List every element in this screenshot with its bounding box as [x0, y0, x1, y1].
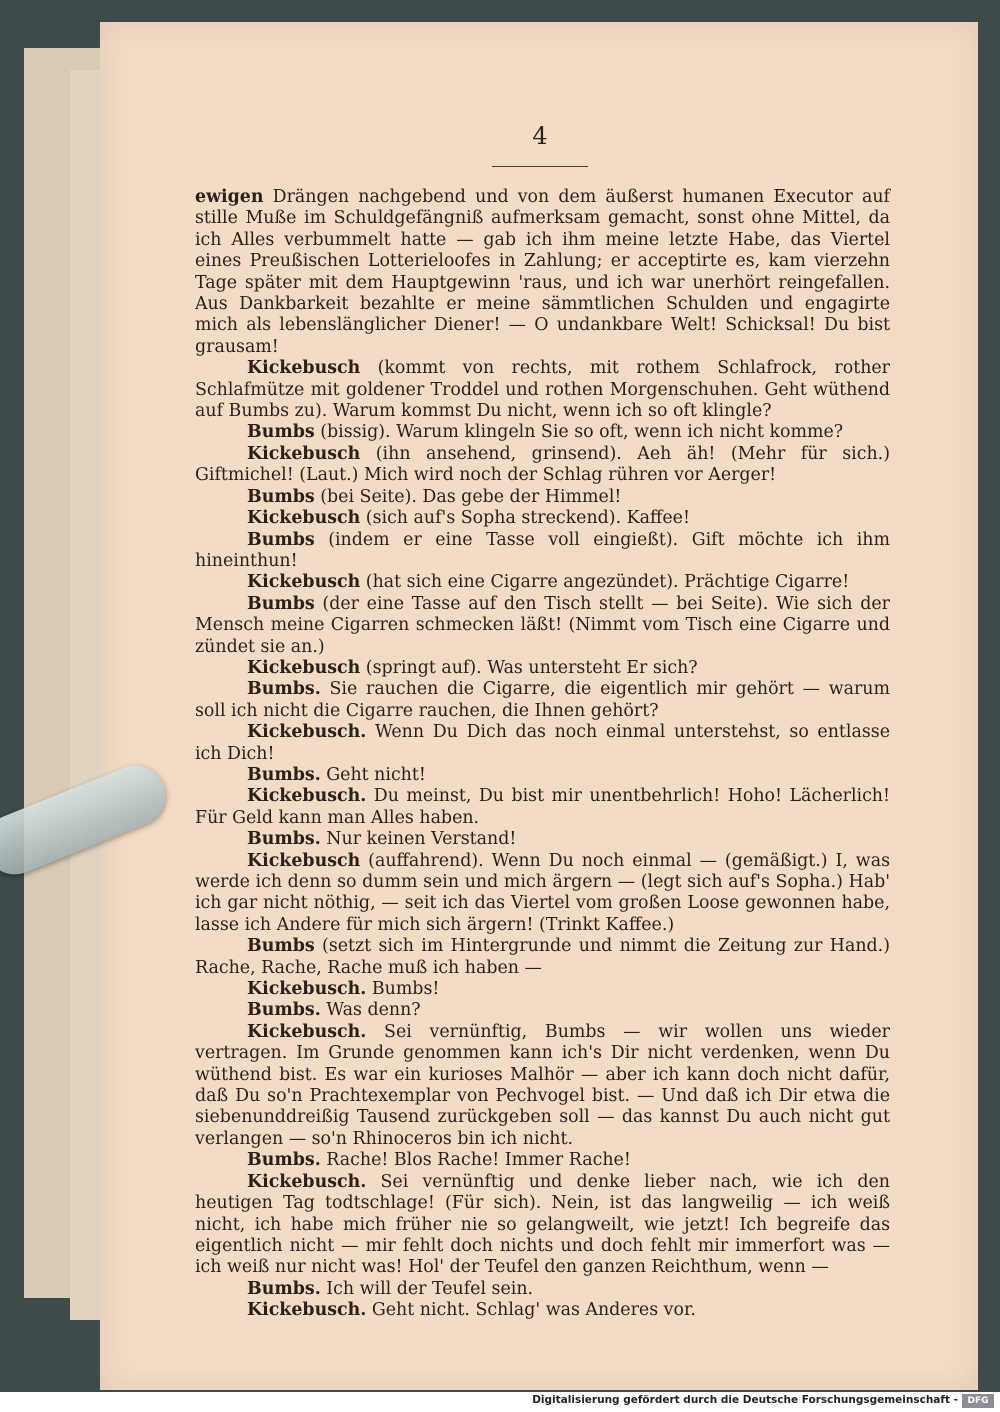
dialogue-paragraph [195, 444, 890, 487]
dialogue-paragraph [195, 658, 890, 679]
funding-notice: Digitalisierung gefördert durch die Deutsche Forschungsgemeinschaft - [532, 1394, 958, 1406]
speaker-name: Bumbs. [247, 764, 321, 785]
dialogue-paragraph [195, 1172, 890, 1279]
dialogue-paragraph [195, 679, 890, 722]
speaker-name: Kickebusch [247, 657, 361, 678]
dialogue-text: (setzt sich im Hintergrunde und nimmt die Zeitung zur Hand.) Rache, Rache, Rache muß ich haben — [195, 936, 890, 978]
play-text [195, 187, 890, 1322]
footer-bar [0, 1392, 1000, 1412]
speaker-name: Kickebusch [247, 508, 361, 529]
dialogue-paragraph [195, 572, 890, 593]
dialogue-text: (auffahrend). Wenn Du noch einmal — (gemäßigt.) I, was werde ich denn so dumm sein und mich ärgern — (legt sich auf's Sopha.) Hab' ich gar nicht nöthig, — seit ich das Viertel vom großen Loose gewonnen habe, lasse ich Andere für mich sich ärgern! (Trinkt Kaffee.) [195, 850, 890, 935]
speaker-name: Kickebusch. [247, 722, 367, 743]
speaker-name: Bumbs. [247, 1150, 321, 1171]
speaker-name: Kickebusch. [247, 1300, 367, 1321]
dialogue-text: Ich will der Teufel sein. [320, 1278, 534, 1299]
dialogue-paragraph [195, 358, 890, 422]
speaker-name: Bumbs. [247, 1000, 321, 1021]
speaker-name: Bumbs [247, 593, 315, 614]
dialogue-paragraph [195, 936, 890, 979]
dialogue-text: (der eine Tasse auf den Tisch stellt — bei Seite). Wie sich der Mensch meine Cigarren schmecken läßt! (Nimmt vom Tisch eine Cigarre und zündet sie an.) [195, 593, 890, 657]
speaker-name: Bumbs [247, 486, 315, 507]
dialogue-text: Sei vernünftig und denke lieber nach, wie ich den heutigen Tag todtschlage! (Für sich). Nein, ist das langweilig — ich weiß nicht, ich habe mich früher nie so gelangweilt, wie jetzt! Ich begreife das eigentlich nicht — mir fehlt doch nichts und doch fehlt mir immerfort was — ich weiß nur nicht was! Hol' der Teufel den ganzen Reichthum, wenn — [195, 1171, 890, 1278]
speaker-name: Kickebusch. [247, 979, 367, 1000]
page-number-rule [492, 166, 588, 167]
dialogue-text: (springt auf). Was untersteht Er sich? [360, 657, 698, 678]
speaker-name: Kickebusch. [247, 786, 367, 807]
speaker-name: Kickebusch [247, 572, 361, 593]
dialogue-text: Geht nicht. Schlag' was Anderes vor. [366, 1300, 696, 1321]
page-number: 4 [532, 122, 548, 150]
dialogue-paragraph [195, 1279, 890, 1300]
speaker-name: Bumbs [247, 422, 315, 443]
dialogue-text: Rache! Blos Rache! Immer Rache! [320, 1150, 631, 1171]
dialogue-paragraph [195, 851, 890, 937]
book-page [100, 22, 978, 1390]
dialogue-paragraph [195, 422, 890, 443]
dialogue-text: (hat sich eine Cigarre angezündet). Prächtige Cigarre! [360, 572, 850, 593]
speaker-name: Kickebusch [247, 358, 361, 379]
dialogue-paragraph [195, 1000, 890, 1021]
speaker-name: Kickebusch [247, 443, 361, 464]
dialogue-text: (sich auf's Sopha streckend). Kaffee! [360, 508, 690, 529]
dialogue-paragraph [195, 508, 890, 529]
speaker-name: ewigen [195, 187, 264, 207]
dialogue-paragraph [195, 1300, 890, 1321]
speaker-name: Bumbs [247, 936, 315, 957]
dialogue-text: (bissig). Warum klingeln Sie so oft, wenn ich nicht komme? [314, 422, 844, 443]
speaker-name: Kickebusch [247, 850, 361, 871]
dialogue-text: Was denn? [320, 1000, 421, 1021]
dialogue-paragraph [195, 722, 890, 765]
speaker-name: Kickebusch. [247, 1021, 367, 1042]
dfg-logo: DFG [962, 1394, 994, 1408]
dialogue-text: Sei vernünftig, Bumbs — wir wollen uns wieder vertragen. Im Grunde genommen kann ich's Dir nicht verdenken, wenn Du wüthend bist. Es war ein kurioses Malhör — aber ich kann doch nicht dafür, daß Du so'n Prachtexemplar von Pechvogel bist. — Und daß ich Dir etwa die siebenunddreißig Tausend zurückgeben soll — das kannst Du auch nicht gut verlangen — so'n Rhinoceros bin ich nicht. [195, 1021, 890, 1149]
dialogue-text: Sie rauchen die Cigarre, die eigentlich mir gehört — warum soll ich nicht die Cigarre rauchen, die Ihnen gehört? [195, 679, 890, 721]
dialogue-paragraph [195, 530, 890, 573]
dialogue-text: Drängen nachgebend und von dem äußerst humanen Executor auf stille Muße im Schuldgefängniß aufmerksam gemacht, sonst ohne Mittel, da ich Alles verbummelt hatte — gab ich ihm meine letzte Habe, das Viertel eines Preußischen Lotterieloofes in Zahlung; er acceptirte es, kam vierzehn Tage später mit dem Hauptgewinn 'raus, und ich war unerhört reingefallen. Aus Dankbarkeit bezahlte er meine sämmtlichen Schulden und engagirte mich als lebenslänglicher Diener! — O undankbare Welt! Schicksal! Du bist grausam! [195, 187, 890, 357]
dialogue-paragraph [195, 1150, 890, 1171]
dialogue-text: Nur keinen Verstand! [320, 829, 517, 850]
dialogue-text: Wenn Du Dich das noch einmal unterstehst, so entlasse ich Dich! [195, 722, 890, 764]
speaker-name: Bumbs. [247, 679, 321, 700]
speaker-name: Bumbs. [247, 1278, 321, 1299]
dialogue-paragraph [195, 487, 890, 508]
speaker-name: Bumbs. [247, 829, 321, 850]
dialogue-paragraph [195, 829, 890, 850]
dialogue-text: Bumbs! [366, 979, 440, 1000]
dialogue-text: (bei Seite). Das gebe der Himmel! [314, 486, 622, 507]
dialogue-paragraph [195, 979, 890, 1000]
dialogue-paragraph [195, 765, 890, 786]
dialogue-text: Du meinst, Du bist mir unentbehrlich! Hoho! Lächerlich! Für Geld kann man Alles haben. [195, 786, 890, 828]
dialogue-paragraph [195, 187, 890, 358]
dialogue-text: (indem er eine Tasse voll eingießt). Gift möchte ich ihm hineinthun! [195, 529, 890, 571]
dialogue-paragraph [195, 786, 890, 829]
speaker-name: Kickebusch. [247, 1171, 367, 1192]
dialogue-text: (ihn ansehend, grinsend). Aeh äh! (Mehr für sich.) Giftmichel! (Laut.) Mich wird noch der Schlag rühren vor Aerger! [195, 443, 890, 486]
dialogue-paragraph [195, 1022, 890, 1150]
speaker-name: Bumbs [247, 529, 315, 550]
dialogue-paragraph [195, 594, 890, 658]
dialogue-text: Geht nicht! [320, 764, 426, 785]
dialogue-text: (kommt von rechts, mit rothem Schlafrock, rother Schlafmütze mit goldener Troddel und rothen Morgenschuhen. Geht wüthend auf Bumbs zu). Warum kommst Du nicht, wenn ich so oft klingle? [195, 358, 890, 422]
